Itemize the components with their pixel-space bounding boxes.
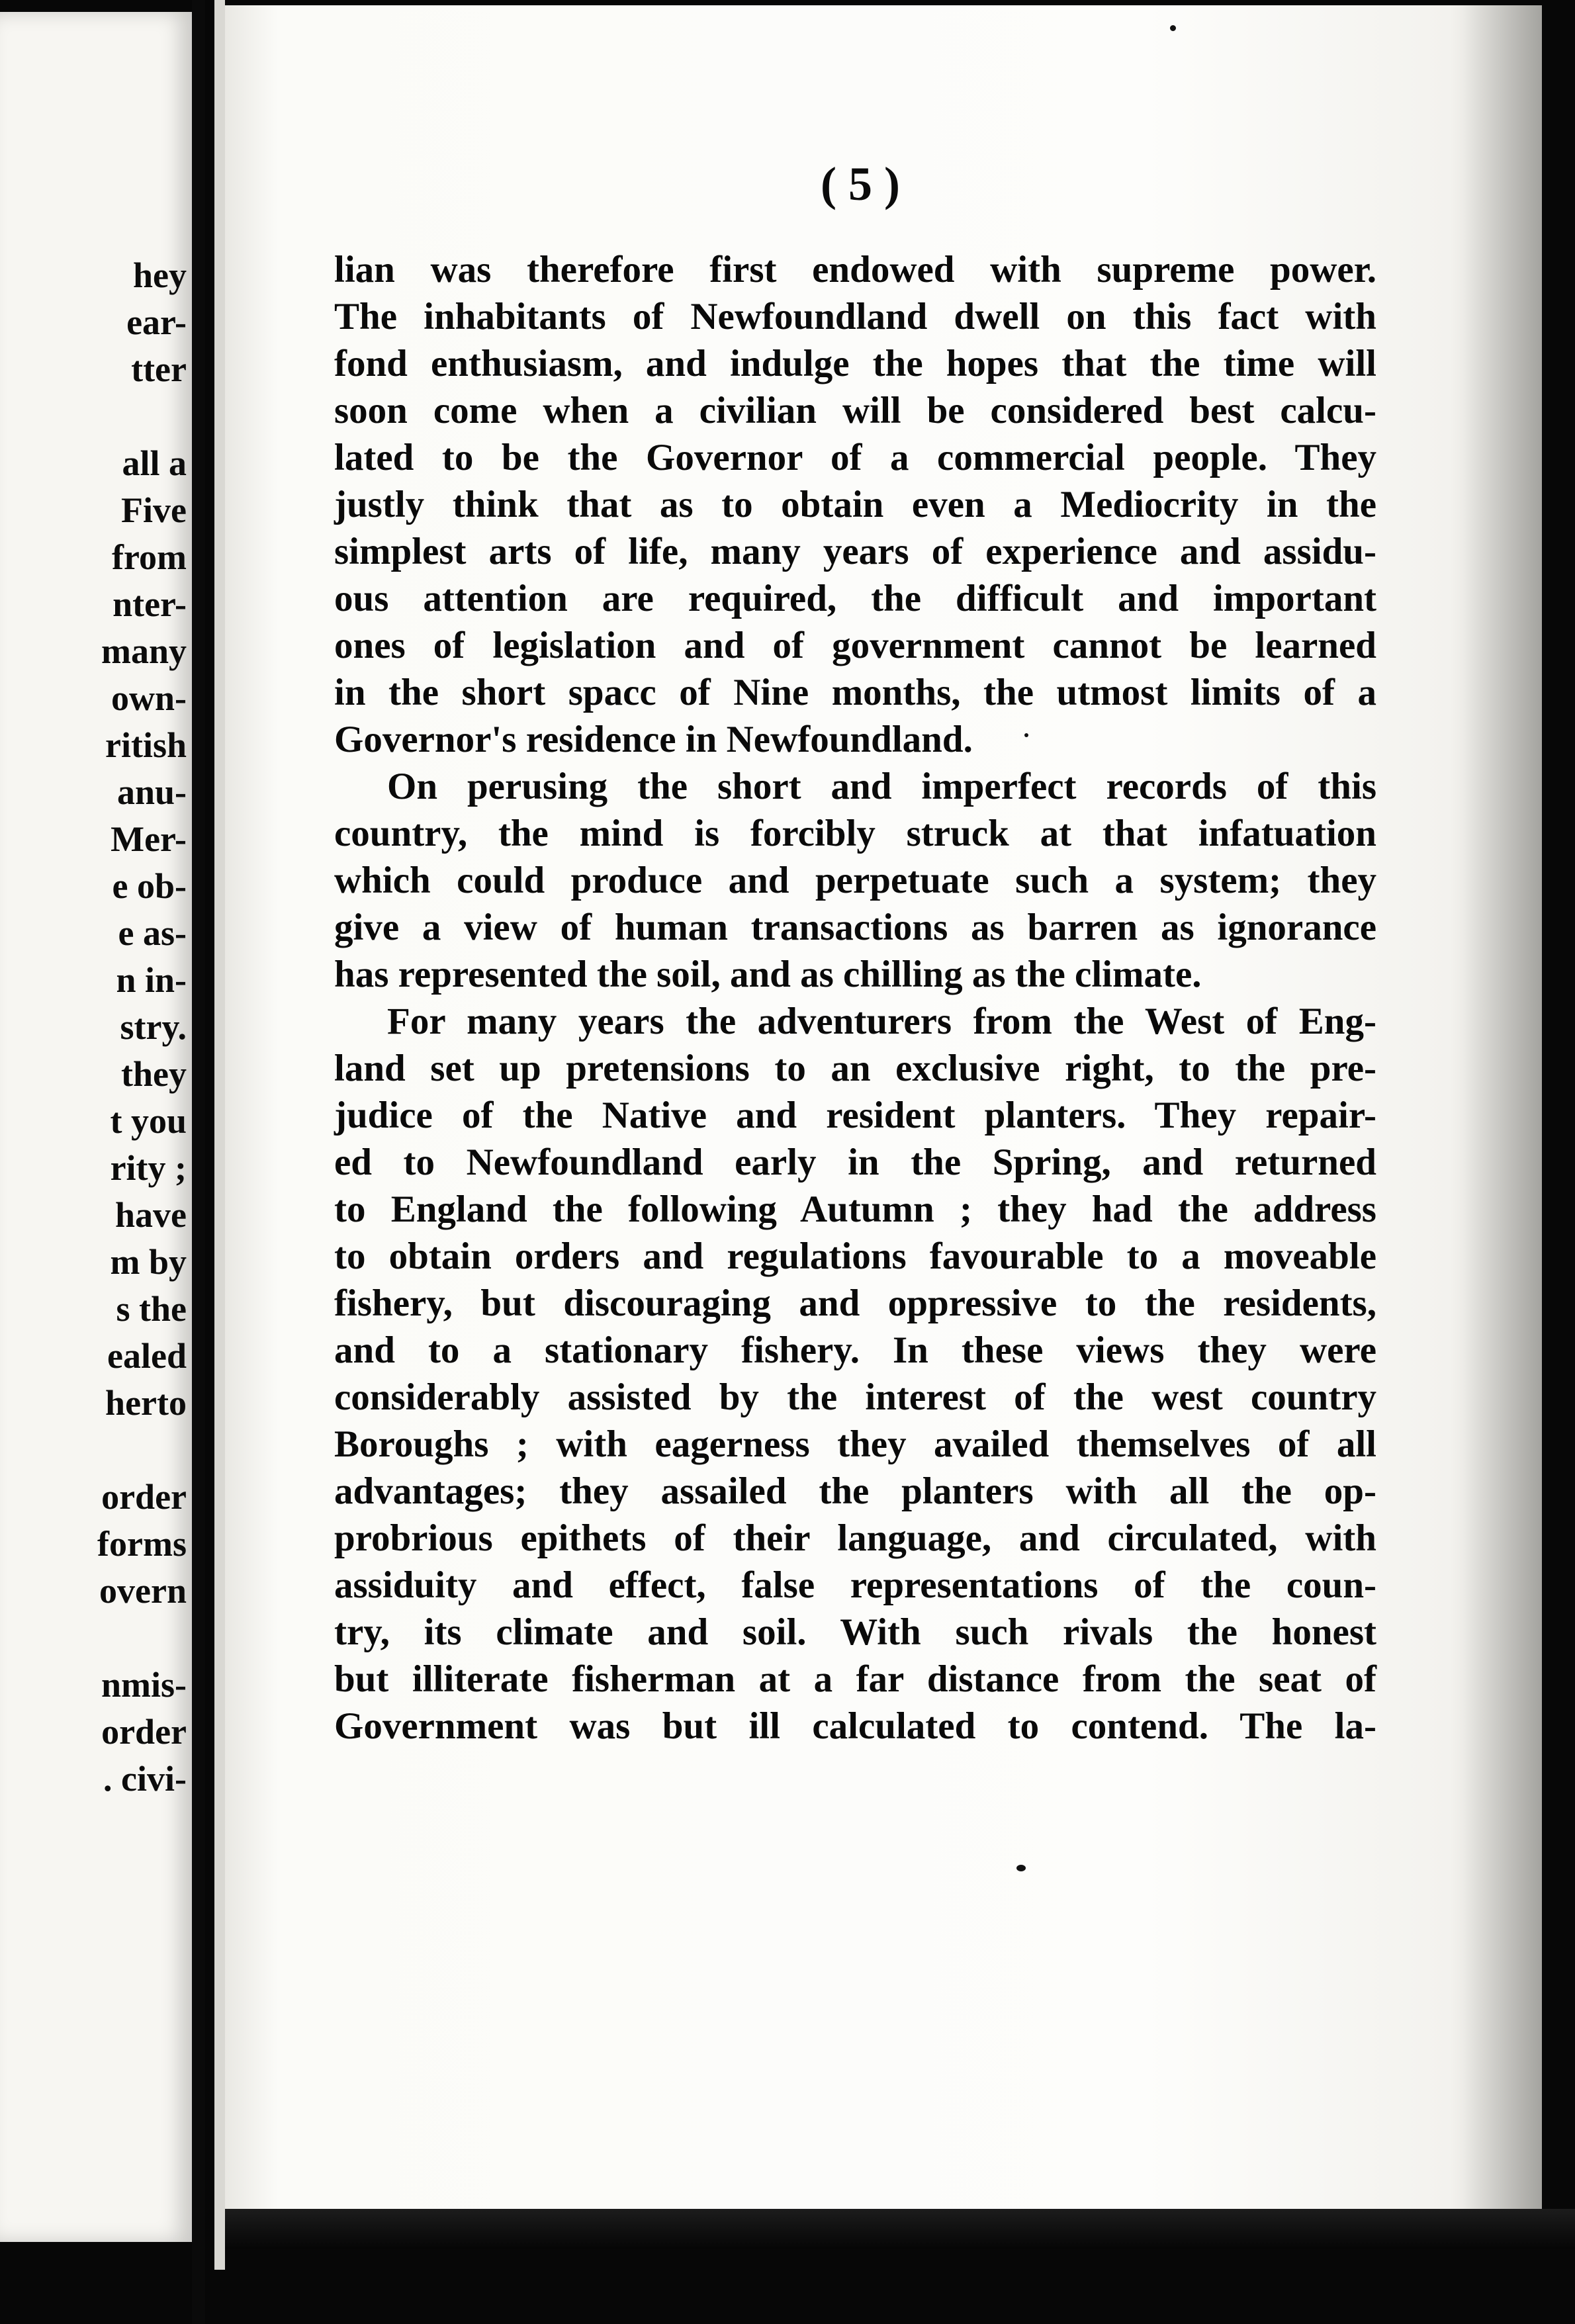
text-line: and to a stationary fishery. In these views they were <box>334 1329 1376 1371</box>
left-page-text-line: e as- <box>118 913 187 953</box>
left-page-text-line: have <box>115 1195 187 1235</box>
text-line: to obtain orders and regulations favourable to a moveable <box>334 1235 1376 1277</box>
left-page-text-line: stry. <box>120 1007 187 1047</box>
text-line: The inhabitants of Newfoundland dwell on this fact with <box>334 296 1376 337</box>
left-page-text-line: rity ; <box>110 1148 187 1188</box>
left-page-text-line <box>0 1614 187 1662</box>
text-line: has represented the soil, and as chilling as the climate. <box>334 954 1202 995</box>
text-line: but illiterate fisherman at a far distance from the seat of <box>334 1658 1376 1700</box>
left-facing-page <box>0 12 192 2242</box>
text-line: Governor's residence in Newfoundland. <box>334 719 973 760</box>
book-gutter <box>192 0 205 2324</box>
bottom-edge <box>225 2209 1575 2249</box>
text-line: fishery, but discouraging and oppressive to the residents, <box>334 1282 1376 1324</box>
left-page-text-line: s the <box>116 1289 187 1329</box>
text-line: judice of the Native and resident planters. They repair- <box>334 1095 1376 1136</box>
text-line: land set up pretensions to an exclusive right, to the pre- <box>334 1048 1376 1089</box>
text-line: justly think that as to obtain even a Mediocrity in the <box>334 484 1376 525</box>
left-page-text-line: nter- <box>112 584 187 624</box>
left-page-text-line: Mer- <box>111 819 187 859</box>
left-page-text-line: e ob- <box>112 866 187 906</box>
left-page-text-line: forms <box>97 1524 187 1564</box>
left-page-text-line <box>0 1426 187 1474</box>
left-page-text-line: many <box>101 631 187 671</box>
left-page-text-line: nmis- <box>101 1665 187 1705</box>
left-page-text-line <box>0 392 187 440</box>
text-line: lated to be the Governor of a commercial people. They <box>334 437 1376 478</box>
text-line: country, the mind is forcibly struck at that infatuation <box>334 813 1376 854</box>
text-line: to England the following Autumn ; they had the address <box>334 1188 1376 1230</box>
text-line: ous attention are required, the difficult and important <box>334 578 1376 619</box>
left-page-text-line: all a <box>122 443 187 483</box>
left-page-text-line: . civi- <box>103 1759 187 1799</box>
body-text <box>334 246 1376 1750</box>
left-page-text-line: n in- <box>116 960 187 1000</box>
left-page-text-line: own- <box>111 678 187 718</box>
text-line: fond enthusiasm, and indulge the hopes that the time will <box>334 343 1376 384</box>
text-line: For many years the adventurers from the West of Eng- <box>387 1001 1376 1042</box>
left-page-text-line: overn <box>99 1571 187 1611</box>
text-line: probrious epithets of their language, and circulated, with <box>334 1517 1376 1559</box>
left-page-text-line: ear- <box>126 302 187 342</box>
text-line: ones of legislation and of government cannot be learned <box>334 625 1376 666</box>
text-line: advantages; they assailed the planters with all the op- <box>334 1470 1376 1512</box>
text-line: in the short spacc of Nine months, the utmost limits of a <box>334 672 1376 713</box>
text-line: considerably assisted by the interest of the west country <box>334 1376 1376 1418</box>
speck <box>1170 25 1176 31</box>
left-page-text-line: tter <box>131 349 187 389</box>
text-line: assiduity and effect, false representations of the coun- <box>334 1564 1376 1606</box>
text-line: lian was therefore first endowed with supreme power. <box>334 249 1376 290</box>
left-page-text-line: herto <box>105 1383 187 1423</box>
left-page-text-line: they <box>121 1054 187 1094</box>
text-line: Government was but ill calculated to contend. The la- <box>334 1705 1376 1747</box>
speck <box>1016 1865 1026 1871</box>
left-page-text-line: m by <box>110 1242 187 1282</box>
text-line: try, its climate and soil. With such rivals the honest <box>334 1611 1376 1653</box>
text-line: which could produce and perpetuate such a system; they <box>334 860 1376 901</box>
left-page-text-line: from <box>112 537 187 577</box>
left-page-text-line: ealed <box>107 1336 187 1376</box>
text-line: give a view of human transactions as barren as ignorance <box>334 907 1376 948</box>
text-line: ed to Newfoundland early in the Spring, and returned <box>334 1141 1376 1183</box>
left-page-text-line: hey <box>133 255 187 295</box>
left-page-text-line: ritish <box>105 725 187 765</box>
page-number: ( 5 ) <box>821 157 900 210</box>
page-shadow <box>1462 5 1542 2209</box>
left-page-text-line: order <box>101 1712 187 1752</box>
page-edge <box>214 0 225 2270</box>
left-page-text-line: order <box>101 1477 187 1517</box>
left-page-text-line: t you <box>110 1101 187 1141</box>
text-line: simplest arts of life, many years of experience and assidu- <box>334 531 1376 572</box>
text-line: On perusing the short and imperfect records of this <box>387 766 1376 807</box>
left-page-text-line: anu- <box>116 772 187 812</box>
text-line: Boroughs ; with eagerness they availed themselves of all <box>334 1423 1376 1465</box>
left-page-text-line: Five <box>121 490 187 530</box>
text-line: soon come when a civilian will be considered best calcu- <box>334 390 1376 431</box>
